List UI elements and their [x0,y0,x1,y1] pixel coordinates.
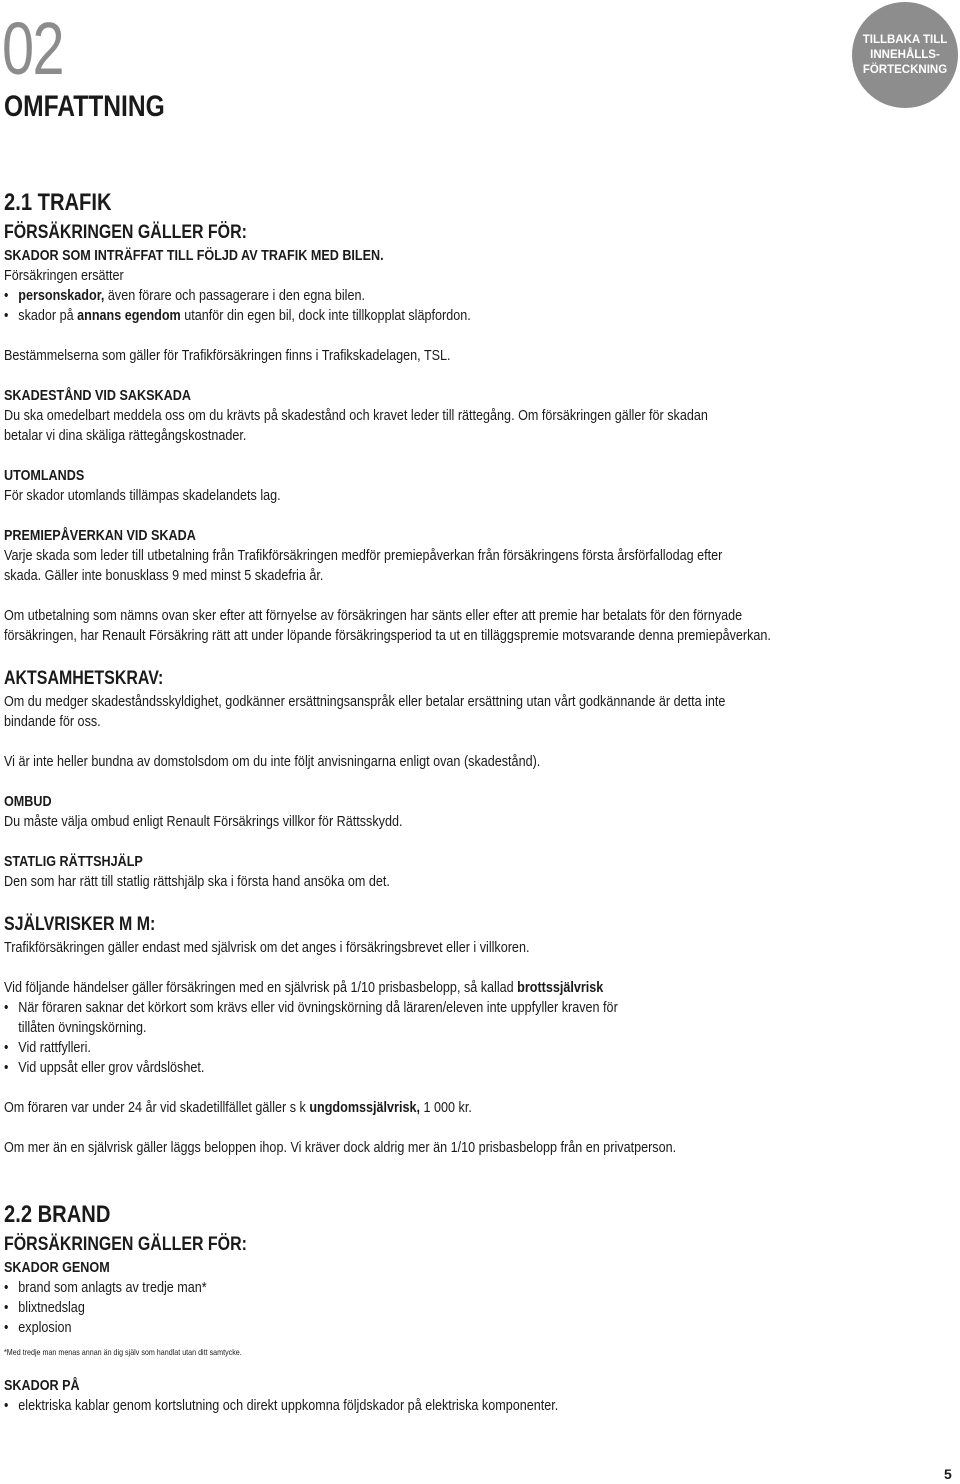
back-to-toc-button[interactable] [852,2,958,108]
item-text: När föraren saknar det körkort som krävs eller vid övningskörning då läraren/eleven inte uppfyller kraven för [18,999,618,1016]
utbetalning-line-1: Om utbetalning som nämns ovan sker efter att förnyelse av försäkringen har sänts eller efter att premie har betalats för den förnyade [4,607,743,624]
statlig-text: Den som har rätt till statlig rättshjälp ska i första hand ansöka om det. [4,873,390,890]
text: 1 000 kr. [419,1099,472,1116]
back-to-toc-label: TILLBAKA TILL INNEHÅLLS- FÖRTECKNING [862,33,948,76]
skador-genom-list [4,1278,944,1338]
brottssjalvrisk-text [4,978,944,998]
multiple-sjalvrisk-text: Om mer än en självrisk gäller läggs beloppen ihop. Vi kräver dock aldrig mer än 1/10 prisbasbelopp från en privatperson. [4,1139,677,1156]
skador-genom-heading: SKADOR GENOM [4,1259,110,1276]
list-item: • brand som anlagts av tredje man* [4,1278,944,1298]
sjalvrisker-heading: SJÄLVRISKER M M: [4,914,156,935]
utbetalning-line-2: försäkringen, har Renault Försäkring rätt att under löpande försäkringsperiod ta ut en tilläggspremie motsvarande denna premiepåverkan. [4,627,771,644]
list-item: • blixtnedslag [4,1298,944,1318]
bold-term: ungdomssjälvrisk, [309,1099,420,1116]
aktsamhet-line-2: bindande för oss. [4,713,101,730]
item-text: även förare och passagerare i den egna bilen. [104,287,366,304]
sjalvrisk-events-list [4,998,944,1078]
chapter-number: 02 [2,7,64,90]
list-item [4,286,944,306]
list-item: • Vid rattfylleri. [4,1038,944,1058]
premie-heading: PREMIEPÅVERKAN VID SKADA [4,527,196,544]
not-bound-text: Vi är inte heller bundna av domstolsdom om du inte följt anvisningarna enligt ovan (skadestånd). [4,753,541,770]
chapter-title: OMFATTNING [4,90,165,123]
skadestand-heading: SKADESTÅND VID SAKSKADA [4,387,191,404]
text: Om föraren var under 24 år vid skadetillfället gäller s k [4,1099,310,1116]
utomlands-heading: UTOMLANDS [4,467,85,484]
premie-line-1: Varje skada som leder till utbetalning från Trafikförsäkringen medför premiepåverkan från försäkringens första årsförfallodag efter [4,547,723,564]
ungdomssjalvrisk-text [4,1098,944,1118]
trafik-intro: Försäkringen ersätter [4,267,124,284]
ombud-text: Du måste välja ombud enligt Renault Försäkrings villkor för Rättsskydd. [4,813,403,830]
bold-term: brottssjälvrisk [517,979,604,996]
aktsamhet-line-1: Om du medger skadeståndsskyldighet, godkänner ersättningsanspråk eller betalar ersättning utan vårt godkännande är detta inte [4,693,726,710]
item-text: utanför din egen bil, dock inte tillkopplat släpfordon. [180,307,471,324]
aktsamhet-heading: AKTSAMHETSKRAV: [4,668,164,689]
section-brand-title: 2.2 BRAND [4,1201,111,1228]
skadestand-line-2: betalar vi dina skäliga rättegångskostnader. [4,427,247,444]
page-number: 5 [944,1466,952,1482]
list-item [4,998,944,1038]
ombud-heading: OMBUD [4,793,52,810]
section-trafik-title: 2.1 TRAFIK [4,189,112,216]
sjalvrisk-only-if: Trafikförsäkringen gäller endast med självrisk om det anges i försäkringsbrevet eller i villkoren. [4,939,530,956]
list-item [4,306,944,326]
brand-applies-heading: FÖRSÄKRINGEN GÄLLER FÖR: [4,1234,247,1255]
trafik-damages-heading: SKADOR SOM INTRÄFFAT TILL FÖLJD AV TRAFIK MED BILEN. [4,247,384,264]
text: Vid följande händelser gäller försäkringen med en självrisk på 1/10 prisbasbelopp, så kallad [4,979,518,996]
list-item: • Vid uppsåt eller grov vårdslöshet. [4,1058,944,1078]
premie-line-2: skada. Gäller inte bonusklass 9 med minst 5 skadefria år. [4,567,324,584]
skadestand-line-1: Du ska omedelbart meddela oss om du krävts på skadestånd och kravet leder till rättegång. Om försäkringen gäller för skadan [4,407,708,424]
trafik-applies-heading: FÖRSÄKRINGEN GÄLLER FÖR: [4,222,247,243]
list-item: • elektriska kablar genom kortslutning och direkt uppkomna följdskador på elektriska komponenter. [4,1396,944,1416]
footnote: *Med tredje man menas annan än dig själv som handlat utan ditt samtycke. [4,1347,242,1357]
item-text: skador på [18,307,78,324]
skador-pa-list [4,1396,944,1416]
main-content [4,186,944,1416]
statlig-heading: STATLIG RÄTTSHJÄLP [4,853,143,870]
trafik-coverage-list [4,286,944,326]
tsl-note: Bestämmelserna som gäller för Trafikförsäkringen finns i Trafikskadelagen, TSL. [4,347,451,364]
bold-term: personskador, [18,287,105,304]
list-item: • explosion [4,1318,944,1338]
utomlands-text: För skador utomlands tillämpas skadelandets lag. [4,487,281,504]
skador-pa-heading: SKADOR PÅ [4,1377,80,1394]
item-text: tillåten övningskörning. [18,1019,147,1036]
bold-term: annans egendom [77,307,181,324]
